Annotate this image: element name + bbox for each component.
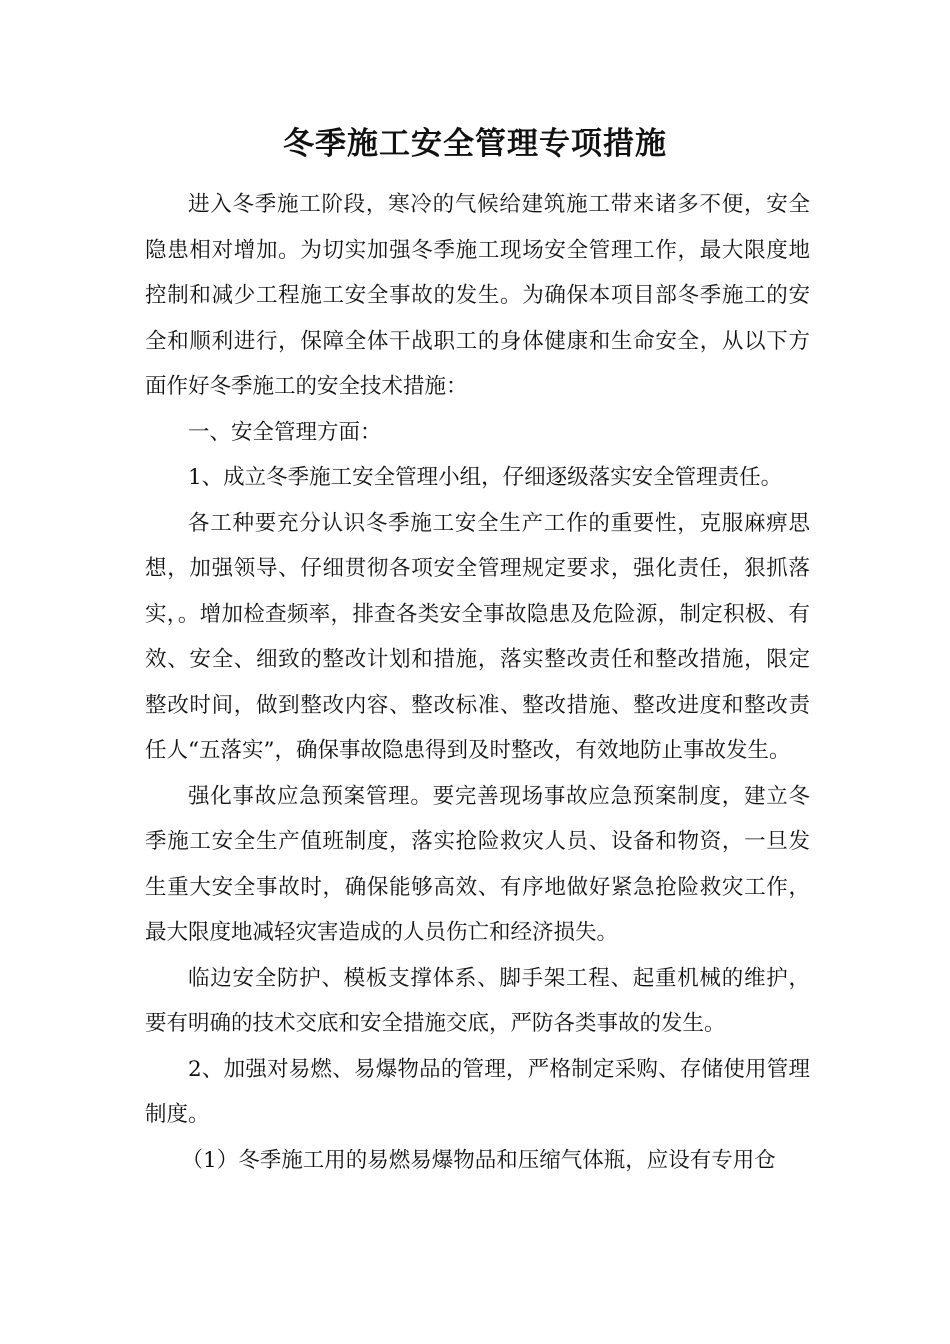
paragraph-edge-protection: 临边安全防护、模板支撑体系、脚手架工程、起重机械的维护，要有明确的技术交底和安全措施交底，严防各类事故的发生。 bbox=[145, 965, 810, 1036]
paragraph-intro: 进入冬季施工阶段，寒冷的气候给建筑施工带来诸多不便，安全隐患相对增加。为切实加强冬季施工现场安全管理工作，最大限度地控制和减少工程施工安全事故的发生。为确保本项目部冬季施工的安全和顺利进行，保障全体干战职工的身体健康和生命安全，从以下方面作好冬季施工的安全技术措施： bbox=[145, 192, 810, 399]
document-title: 冬季施工安全管理专项措施 bbox=[283, 126, 667, 162]
sub-item-1: （1）冬季施工用的易燃易爆物品和压缩气体瓶，应设有专用仓 bbox=[181, 1147, 776, 1173]
paragraph-emergency-plan: 强化事故应急预案管理。要完善现场事故应急预案制度，建立冬季施工安全生产值班制度，落实抢险救灾人员、设备和物资，一旦发生重大安全事故时，确保能够高效、有序地做好紧急抢险救灾工作，最大限度地减轻灾害造成的人员伤亡和经济损失。 bbox=[145, 783, 810, 945]
paragraph-responsibility: 各工种要充分认识冬季施工安全生产工作的重要性，克服麻痹思想，加强领导、仔细贯彻各项安全管理规定要求，强化责任，狠抓落实，。增加检查频率，排查各类安全事故隐患及危险源，制定积极、有效、安全、细致的整改计划和措施，落实整改责任和整改措施，限定整改时间，做到整改内容、整改标准、整改措施、整改进度和整改责任人“五落实”，确保事故隐患得到及时整改，有效地防止事故发生。 bbox=[145, 510, 810, 763]
document-body bbox=[145, 182, 810, 1183]
section-heading-safety-management: 一、安全管理方面： bbox=[188, 419, 382, 445]
item-2-heading: 2、加强对易燃、易爆物品的管理，严格制定采购、存储使用管理制度。 bbox=[145, 1056, 810, 1127]
item-1-heading: 1、成立冬季施工安全管理小组，仔细逐级落实安全管理责任。 bbox=[188, 465, 783, 490]
